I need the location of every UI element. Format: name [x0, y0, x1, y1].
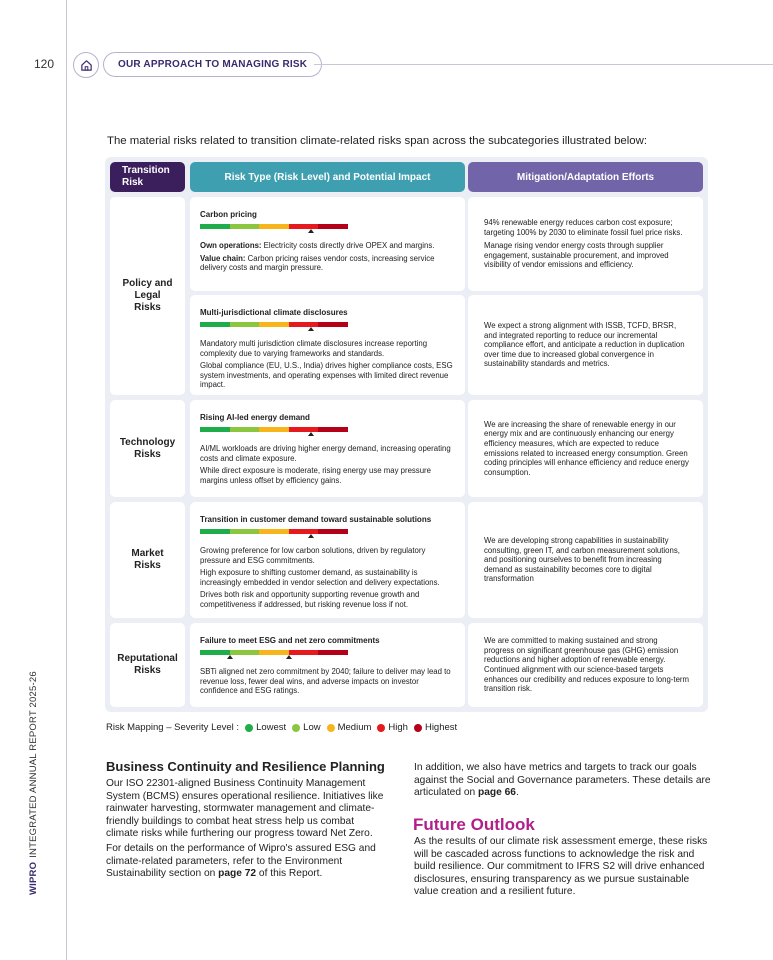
category-technology [110, 400, 185, 497]
header-risk-type: Risk Type (Risk Level) and Potential Impact [190, 162, 465, 192]
mitigation-cell [468, 197, 703, 291]
side-report-label [28, 671, 39, 895]
legend-dot-high [377, 724, 385, 732]
severity-markers [200, 327, 348, 336]
category-market [110, 502, 185, 618]
severity-marker-icon [308, 432, 314, 436]
severity-markers [200, 432, 348, 441]
category-label: Market Risks [131, 548, 164, 571]
mitigation-text: We expect a strong alignment with ISSB, TCFD, BRSR, and integrated reporting to reduce our incremental compliance effort, and anticipate a reduction in duplication over time due to increased global convergence in sustainability standards and metrics. [484, 321, 685, 369]
impact-text: Value chain: Carbon pricing raises vendor costs, increasing service delivery costs and margin pressure. [200, 253, 435, 273]
mitigation-text: We are developing strong capabilities in sustainability consulting, green IT, and carbon measurement solutions, and positioning ourselves to benefit from increasing demand as sustainability becomes core to digital transformation [484, 536, 680, 584]
impact-text: High exposure to shifting customer demand, as sustainability is increasingly embedded in vendor selection and delivery expectations. [200, 568, 440, 587]
mitigation-cell [468, 400, 703, 497]
category-label: Policy and Legal Risks [122, 278, 173, 313]
header-mitigation: Mitigation/Adaptation Efforts [468, 162, 703, 192]
side-brand: WIPRO [28, 861, 39, 895]
legend-dot-lowest [245, 724, 253, 732]
impact-cell [190, 295, 465, 395]
impact-text: AI/ML workloads are driving higher energy demand, increasing operating costs and climate exposure. [200, 444, 451, 463]
mitigation-cell [468, 295, 703, 395]
legend-highest: Highest [424, 722, 458, 733]
legend-high: High [388, 722, 408, 733]
metrics-paragraph: In addition, we also have metrics and targets to track our goals against the Social and Governance parameters. These details are articulated on page 66. [414, 762, 711, 799]
risk-table [105, 157, 708, 712]
category-policy-legal [110, 197, 185, 395]
impact-cell [190, 197, 465, 291]
category-label: Technology Risks [119, 436, 176, 460]
legend-title: Risk Mapping – Severity Level : [106, 722, 240, 733]
impact-text: Growing preference for low carbon solutions, driven by regulatory pressure and ESG commitments. [200, 546, 426, 565]
margin-line [66, 0, 67, 960]
header-transition-risk: Transition Risk [110, 162, 185, 192]
mitigation-text: 94% renewable energy reduces carbon cost exposure; targeting 100% by 2030 to eliminate fossil fuel price risks. [484, 218, 683, 237]
severity-markers [200, 655, 348, 664]
severity-marker-icon [308, 534, 314, 538]
bcp-paragraph: Our ISO 22301-aligned Business Continuity Management System (BCMS) ensures operational resilience. Initiatives like rainwater harvesting, stormwater management and climate-friendly buildings to combat heat stress help us combat climate risks while furthering our progress toward Net Zero. [106, 778, 384, 840]
risk-title: Failure to meet ESG and net zero commitments [200, 636, 380, 645]
risk-title: Rising AI-led energy demand [200, 413, 310, 422]
risk-title: Multi-jurisdictional climate disclosures [200, 308, 348, 317]
severity-markers [200, 229, 348, 238]
page-72-link[interactable]: page 72 [218, 868, 257, 880]
severity-marker-icon [308, 229, 314, 233]
intro-text: The material risks related to transition climate-related risks span across the subcategories illustrated below: [107, 135, 648, 147]
impact-text: Own operations: Electricity costs directly drive OPEX and margins. [200, 241, 435, 250]
severity-marker-icon [308, 327, 314, 331]
bcp-reference-paragraph: For details on the performance of Wipro's assured ESG and climate-related parameters, refer to the Environment Sustainability section on page 72 of this Report. [106, 843, 376, 880]
risk-title: Carbon pricing [200, 210, 257, 219]
mitigation-text: We are increasing the share of renewable energy in our energy mix and are continuously enhancing our energy efficiency measures, which are expected to reduce emissions related to increased energy consumption. Green coding principles will enhance efficiency and reduce energy consumption. [484, 419, 689, 477]
page-66-link[interactable]: page 66 [478, 787, 516, 799]
severity-marker-icon [286, 655, 292, 659]
risk-title: Transition in customer demand toward sustainable solutions [200, 515, 432, 524]
side-report-title: INTEGRATED ANNUAL REPORT 2025-26 [28, 671, 39, 858]
category-label: Reputational Risks [117, 653, 178, 676]
header-divider [314, 64, 773, 65]
legend-dot-medium [327, 724, 335, 732]
mitigation-text: We are committed to making sustained and strong progress on significant greenhouse gas (GHG) emission reductions and higher adoption of renewable energy. Continued alignment with our science-based targets enhances our credibility and reduces exposure to long-term transition risk. [484, 636, 689, 694]
severity-markers [200, 534, 348, 543]
legend-medium: Medium [337, 722, 372, 733]
category-reputational [110, 623, 185, 707]
home-button[interactable] [73, 52, 99, 78]
impact-text: Global compliance (EU, U.S., India) drives higher compliance costs, ESG system investments, and operating expenses with limited direct revenue impact. [200, 361, 453, 390]
severity-legend [106, 722, 457, 733]
future-outlook-paragraph: As the results of our climate risk assessment emerge, these risks will be cascaded across functions to acknowledge the risk and build resilience. Our commitment to IFRS S2 will drive enhanced disclosures, ensuring transparency as we pursue sustainable value creation and a resilient future. [414, 836, 708, 898]
impact-cell [190, 502, 465, 618]
mitigation-text: Manage rising vendor energy costs through supplier engagement, sustainable procurement, and improved visibility of vendor emissions and efficiency. [484, 241, 669, 270]
mitigation-cell [468, 623, 703, 707]
bcp-heading: Business Continuity and Resilience Planning [106, 759, 385, 774]
impact-cell [190, 400, 465, 497]
legend-dot-low [292, 724, 300, 732]
mitigation-cell [468, 502, 703, 618]
impact-cell [190, 623, 465, 707]
legend-low: Low [303, 722, 321, 733]
section-title[interactable]: OUR APPROACH TO MANAGING RISK [103, 52, 322, 77]
impact-text: Mandatory multi jurisdiction climate disclosures increase reporting complexity due to varying frameworks and standards. [200, 339, 428, 358]
legend-dot-highest [414, 724, 422, 732]
impact-text: Drives both risk and opportunity supporting revenue growth and competitiveness if addressed, but risking revenue loss if not. [200, 590, 420, 609]
impact-text: SBTi aligned net zero commitment by 2040; failure to deliver may lead to revenue loss, fewer deal wins, and adverse impacts on investor confidence and ESG ratings. [200, 667, 451, 696]
severity-marker-icon [227, 655, 233, 659]
page-number: 120 [34, 57, 55, 71]
future-outlook-heading: Future Outlook [413, 815, 535, 834]
legend-lowest: Lowest [256, 722, 287, 733]
home-icon [80, 59, 93, 72]
impact-text: While direct exposure is moderate, rising energy use may pressure margins unless offset by efficiency gains. [200, 466, 431, 485]
